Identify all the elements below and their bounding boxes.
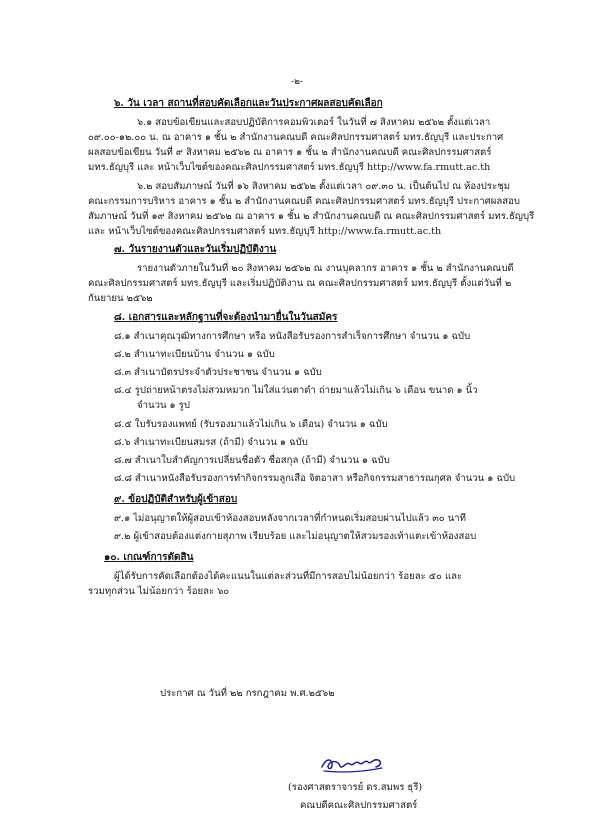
section-6-line: ผลสอบข้อเขียน วันที่ ๙ สิงหาคม ๒๕๖๒ ณ อาคาร ๑ ชั้น ๒ สำนักงานคณบดี คณะศิลปกรรมศาสตร์ <box>88 147 492 158</box>
section-8-title: ๘. เอกสารและหลักฐานที่จะต้องนำมายื่นในวันสมัคร <box>114 312 338 323</box>
section-10-line: รวมทุกส่วน ไม่น้อยกว่า ร้อยละ ๖๐ <box>88 586 230 597</box>
section-9-title: ๙. ข้อปฏิบัติสำหรับผู้เข้าสอบ <box>114 494 238 505</box>
section-8-item: ๘.๖ สำเนาทะเบียนสมรส (ถ้ามี) จำนวน ๑ ฉบับ <box>114 437 308 448</box>
section-10-title: ๑๐. เกณฑ์การตัดสิน <box>104 552 194 563</box>
section-8-item: ๘.๕ ใบรับรองแพทย์ (รับรองมาแล้วไม่เกิน ๖ เดือน) จำนวน ๑ ฉบับ <box>114 419 388 430</box>
section-6-line: สัมภาษณ์ วันที่ ๑๙ สิงหาคม ๒๕๖๒ ณ อาคาร ๑ ชั้น ๒ สำนักงานคณบดี ณ คณะศิลปกรรมศาสตร์ มทร.ธัญบุรี <box>88 211 535 222</box>
section-8-item: จำนวน ๑ รูป <box>137 400 190 411</box>
section-6-line: ๐๙.๐๐-๑๒.๐๐ น. ณ อาคาร ๑ ชั้น ๒ สำนักงานคณบดี คณะศิลปกรรมศาสตร์ มทร.ธัญบุรี และประกาศ <box>88 132 504 143</box>
signer-name: (รองศาสตราจารย์ ดร.สมพร ธุรี) <box>288 782 423 793</box>
section-8-item: ๘.๗ สำเนาใบสำคัญการเปลี่ยนชื่อตัว ชื่อสกุล (ถ้ามี) จำนวน ๑ ฉบับ <box>114 455 390 466</box>
section-8-item: ๘.๔ รูปถ่ายหน้าตรงไม่สวมหมวก ไม่ใส่แว่นตาดำ ถ่ายมาแล้วไม่เกิน ๖ เดือน ขนาด ๑ นิ้ว <box>114 385 478 396</box>
section-7-line: คณะศิลปกรรมศาสตร์ มทร.ธัญบุรี และเริ่มปฏิบัติงาน ณ คณะศิลปกรรมศาสตร์ มทร.ธัญบุรี ตั้งแต่วันที่ ๒ <box>88 278 512 289</box>
announcement-date: ประกาศ ณ วันที่ ๒๒ กรกฎาคม พ.ศ.๒๕๖๒ <box>160 688 335 699</box>
section-7-line: กันยายน ๒๕๖๒ <box>88 293 153 304</box>
section-8-item: ๘.๘ สำเนาหนังสือรับรองการทำกิจกรรมลูกเสือ จิตอาสา หรือกิจกรรมสาธารณกุศล จำนวน ๑ ฉบับ <box>114 473 516 484</box>
section-8-item: ๘.๓ สำเนาบัตรประจำตัวประชาชน จำนวน ๑ ฉบับ <box>114 367 322 378</box>
section-9-item: ๙.๒ ผู้เข้าสอบต้องแต่งกายสุภาพ เรียบร้อย และไม่อนุญาตให้สวมรองเท้าแตะเข้าห้องสอบ <box>114 531 477 542</box>
section-8-item: ๘.๒ สำเนาทะเบียนบ้าน จำนวน ๑ ฉบับ <box>114 349 275 360</box>
section-6-line: และ หน้าเว็บไซต์ของคณะศิลปกรรมศาสตร์ มทร.ธัญบุรี http://www.fa.rmutt.ac.th <box>88 226 442 237</box>
scan-header-band <box>0 0 594 70</box>
page-number: -๒- <box>290 77 303 87</box>
section-8-item: ๘.๑ สำเนาคุณวุฒิทางการศึกษา หรือ หนังสือรับรองการสำเร็จการศึกษา จำนวน ๑ ฉบับ <box>114 331 471 342</box>
section-7-line: รายงานตัวภายในวันที่ ๒๐ สิงหาคม ๒๕๖๒ ณ งานบุคลากร อาคาร ๑ ชั้น ๒ สำนักงานคณบดี <box>137 263 514 274</box>
section-9-item: ๙.๑ ไม่อนุญาตให้ผู้สอบเข้าห้องสอบหลังจากเวลาที่กำหนดเริ่มสอบผ่านไปแล้ว ๓๐ นาที <box>114 513 466 524</box>
section-6-line: ๖.๒ สอบสัมภาษณ์ วันที่ ๑๖ สิงหาคม ๒๕๖๒ ตั้งแต่เวลา ๐๙.๓๐ น. เป็นต้นไป ณ ห้องประชุม <box>137 181 511 192</box>
section-6-title: ๖. วัน เวลา สถานที่สอบคัดเลือกและวันประกาศผลสอบคัดเลือก <box>114 98 383 109</box>
section-7-title: ๗. วันรายงานตัวและวันเริ่มปฏิบัติงาน <box>114 244 277 255</box>
section-6-line: คณะกรรมการบริหาร อาคาร ๑ ชั้น ๒ สำนักงานคณบดี คณะศิลปกรรมศาสตร์ มทร.ธัญบุรี ประกาศผลสอบ <box>88 196 520 207</box>
section-6-line: มทร.ธัญบุรี และ หน้าเว็บไซต์ของคณะศิลปกรรมศาสตร์ มทร.ธัญบุรี http://www.fa.rmutt.ac.th <box>88 162 491 173</box>
section-10-line: ผู้ได้รับการคัดเลือกต้องได้คะแนนในแต่ละส่วนที่มีการสอบไม่น้อยกว่า ร้อยละ ๕๐ และ <box>114 571 463 582</box>
section-6-line: ๖.๑ สอบข้อเขียนและสอบปฏิบัติการคอมพิวเตอร์ ในวันที่ ๗ สิงหาคม ๒๕๖๒ ตั้งแต่เวลา <box>137 117 491 128</box>
signature-image <box>318 750 388 776</box>
signer-position: คณบดีคณะศิลปกรรมศาสตร์ <box>300 800 418 811</box>
